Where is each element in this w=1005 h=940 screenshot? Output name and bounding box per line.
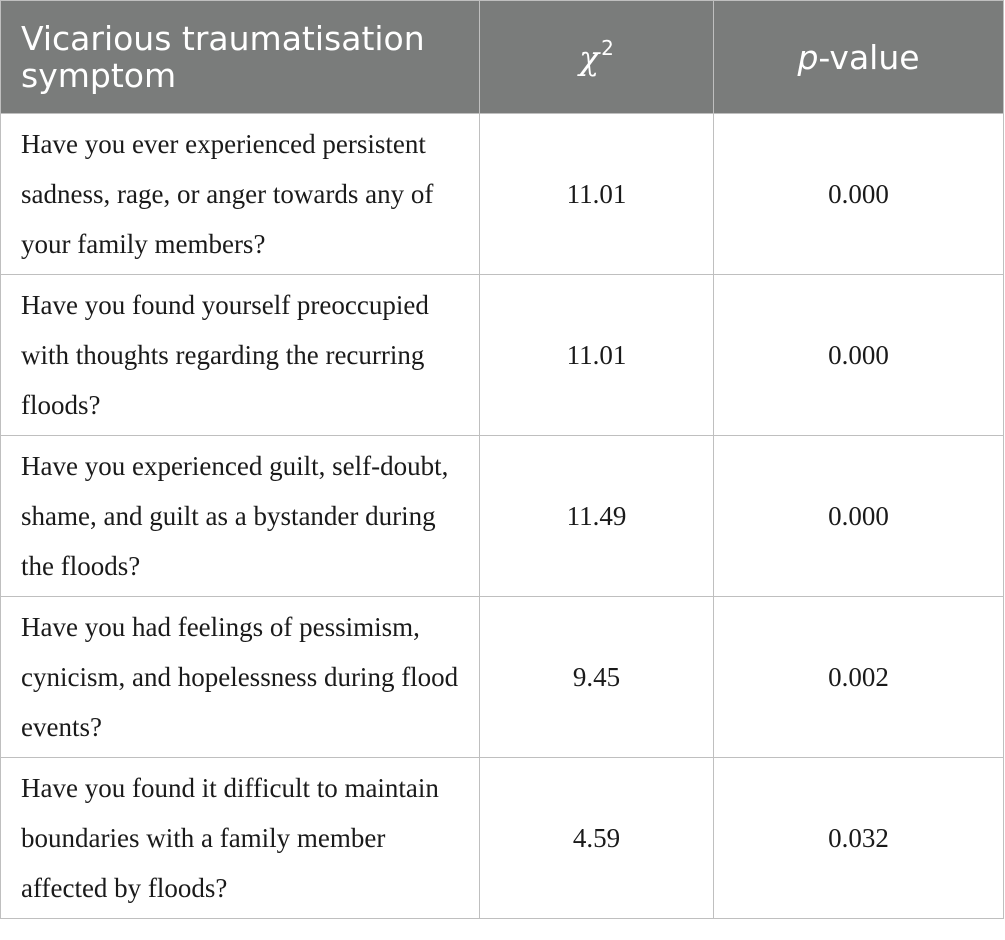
row-chi2: 9.45 [480, 597, 714, 758]
table-body [1, 114, 1004, 919]
header-symptom: Vicarious traumatisation symptom [1, 1, 480, 114]
header-p-value [714, 1, 1004, 114]
row-p-value: 0.000 [714, 436, 1004, 597]
row-chi2: 4.59 [480, 758, 714, 919]
chi-symbol: χ [579, 37, 600, 77]
row-p-value: 0.000 [714, 114, 1004, 275]
row-p-value: 0.000 [714, 275, 1004, 436]
table-header [1, 1, 1004, 114]
p-rest: -value [818, 37, 920, 77]
table-row [1, 114, 1004, 275]
row-question: Have you had feelings of pessimism, cynicism, and hopelessness during flood events? [1, 597, 480, 758]
header-row [1, 1, 1004, 114]
row-chi2: 11.01 [480, 275, 714, 436]
table-row [1, 436, 1004, 597]
row-chi2: 11.49 [480, 436, 714, 597]
row-question: Have you found yourself preoccupied with thoughts regarding the recurring floods? [1, 275, 480, 436]
p-italic: p [797, 37, 819, 77]
row-question: Have you found it difficult to maintain boundaries with a family member affected by floods? [1, 758, 480, 919]
row-p-value: 0.032 [714, 758, 1004, 919]
table-row [1, 275, 1004, 436]
table-row [1, 597, 1004, 758]
row-chi2: 11.01 [480, 114, 714, 275]
row-p-value: 0.002 [714, 597, 1004, 758]
chi-superscript: 2 [601, 35, 614, 60]
row-question: Have you ever experienced persistent sadness, rage, or anger towards any of your family members? [1, 114, 480, 275]
row-question: Have you experienced guilt, self-doubt, shame, and guilt as a bystander during the floods? [1, 436, 480, 597]
header-chi-square [480, 1, 714, 114]
table-row [1, 758, 1004, 919]
